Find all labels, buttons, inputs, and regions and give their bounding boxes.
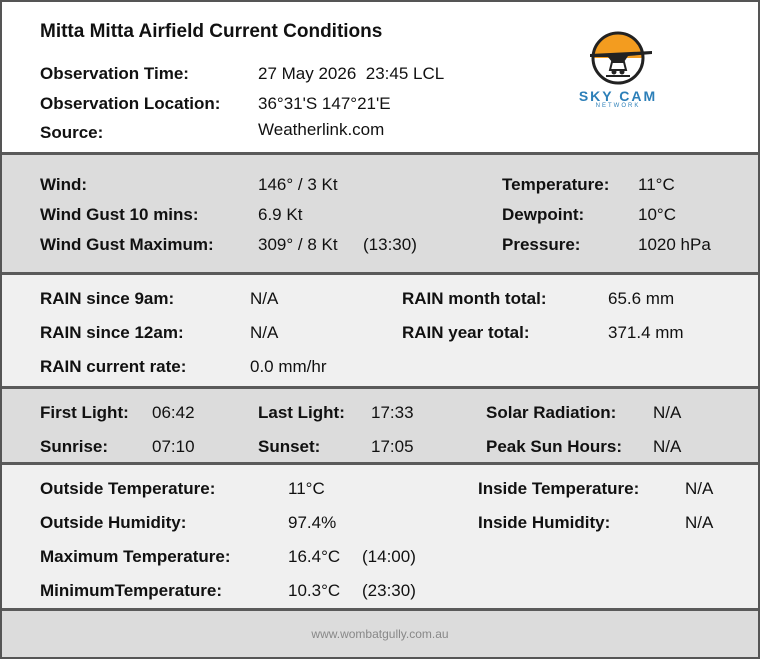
header-section xyxy=(2,2,758,152)
maximum-temperature-value: 16.4°C xyxy=(288,547,341,566)
footer-link[interactable]: www.wombatgully.com.au xyxy=(311,627,449,641)
wind-label: Wind: xyxy=(40,175,88,194)
minimum-temperature-value: 10.3°C xyxy=(288,581,341,600)
wind-section xyxy=(2,155,758,272)
outside-humidity-label: Outside Humidity: xyxy=(40,513,187,532)
sunset-label: Sunset: xyxy=(258,437,321,456)
sky-cam-logo xyxy=(568,30,668,110)
solar-radiation-value: N/A xyxy=(653,403,682,422)
observation-time-value: 27 May 2026 23:45 LCL xyxy=(258,64,445,83)
sunrise-label: Sunrise: xyxy=(40,437,109,456)
inside-temperature-value: N/A xyxy=(685,479,714,498)
wind-gust-max-value: 309° / 8 Kt xyxy=(258,235,338,254)
rain-year-total-value: 371.4 mm xyxy=(608,323,684,342)
rain-month-total-label: RAIN month total: xyxy=(402,289,547,308)
wind-gust-10-label: Wind Gust 10 mins: xyxy=(40,205,199,224)
rain-current-rate-value: 0.0 mm/hr xyxy=(250,357,327,376)
last-light-label: Last Light: xyxy=(258,403,345,422)
observation-location-value: 36°31'S 147°21'E xyxy=(258,94,391,113)
inside-temperature-label: Inside Temperature: xyxy=(478,479,640,498)
outside-humidity-value: 97.4% xyxy=(288,513,337,532)
logo-name: SKY CAM xyxy=(578,88,658,104)
source-label: Source: xyxy=(40,123,104,142)
maximum-temperature-label: Maximum Temperature: xyxy=(40,547,231,566)
observation-location-label: Observation Location: xyxy=(40,94,221,113)
wind-gust-10-value: 6.9 Kt xyxy=(258,205,303,224)
observation-time-label: Observation Time: xyxy=(40,64,189,83)
solar-radiation-label: Solar Radiation: xyxy=(486,403,617,422)
rain-section xyxy=(2,275,758,386)
rain-month-total-value: 65.6 mm xyxy=(608,289,675,308)
source-value: Weatherlink.com xyxy=(258,120,385,139)
logo-subtitle: NETWORK xyxy=(595,103,641,109)
climate-section xyxy=(2,465,758,608)
sunset-value: 17:05 xyxy=(371,437,414,456)
rain-current-rate-label: RAIN current rate: xyxy=(40,357,187,376)
peak-sun-hours-value: N/A xyxy=(653,437,682,456)
last-light-value: 17:33 xyxy=(371,403,414,422)
rain-since-9am-label: RAIN since 9am: xyxy=(40,289,175,308)
outside-temperature-label: Outside Temperature: xyxy=(40,479,216,498)
temperature-label: Temperature: xyxy=(502,175,610,194)
rain-since-12am-label: RAIN since 12am: xyxy=(40,323,184,342)
first-light-label: First Light: xyxy=(40,403,129,422)
page-title: Mitta Mitta Airfield Current Conditions xyxy=(40,21,383,42)
inside-humidity-value: N/A xyxy=(685,513,714,532)
sunrise-value: 07:10 xyxy=(152,437,195,456)
first-light-value: 06:42 xyxy=(152,403,195,422)
wind-gust-max-time: (13:30) xyxy=(363,235,417,254)
outside-temperature-value: 11°C xyxy=(288,479,325,498)
wind-value: 146° / 3 Kt xyxy=(258,175,338,194)
rain-since-12am-value: N/A xyxy=(250,323,279,342)
peak-sun-hours-label: Peak Sun Hours: xyxy=(486,437,623,456)
minimum-temperature-time: (23:30) xyxy=(362,581,416,600)
pressure-value: 1020 hPa xyxy=(638,235,711,254)
inside-humidity-label: Inside Humidity: xyxy=(478,513,611,532)
minimum-temperature-label: MinimumTemperature: xyxy=(40,581,222,600)
maximum-temperature-time: (14:00) xyxy=(362,547,416,566)
rain-year-total-label: RAIN year total: xyxy=(402,323,530,342)
footer-section xyxy=(2,611,758,657)
wind-gust-max-label: Wind Gust Maximum: xyxy=(40,235,214,254)
dewpoint-label: Dewpoint: xyxy=(502,205,585,224)
pressure-label: Pressure: xyxy=(502,235,581,254)
temperature-value: 11°C xyxy=(638,175,675,194)
dewpoint-value: 10°C xyxy=(638,205,676,224)
rain-since-9am-value: N/A xyxy=(250,289,279,308)
sun-section xyxy=(2,389,758,462)
